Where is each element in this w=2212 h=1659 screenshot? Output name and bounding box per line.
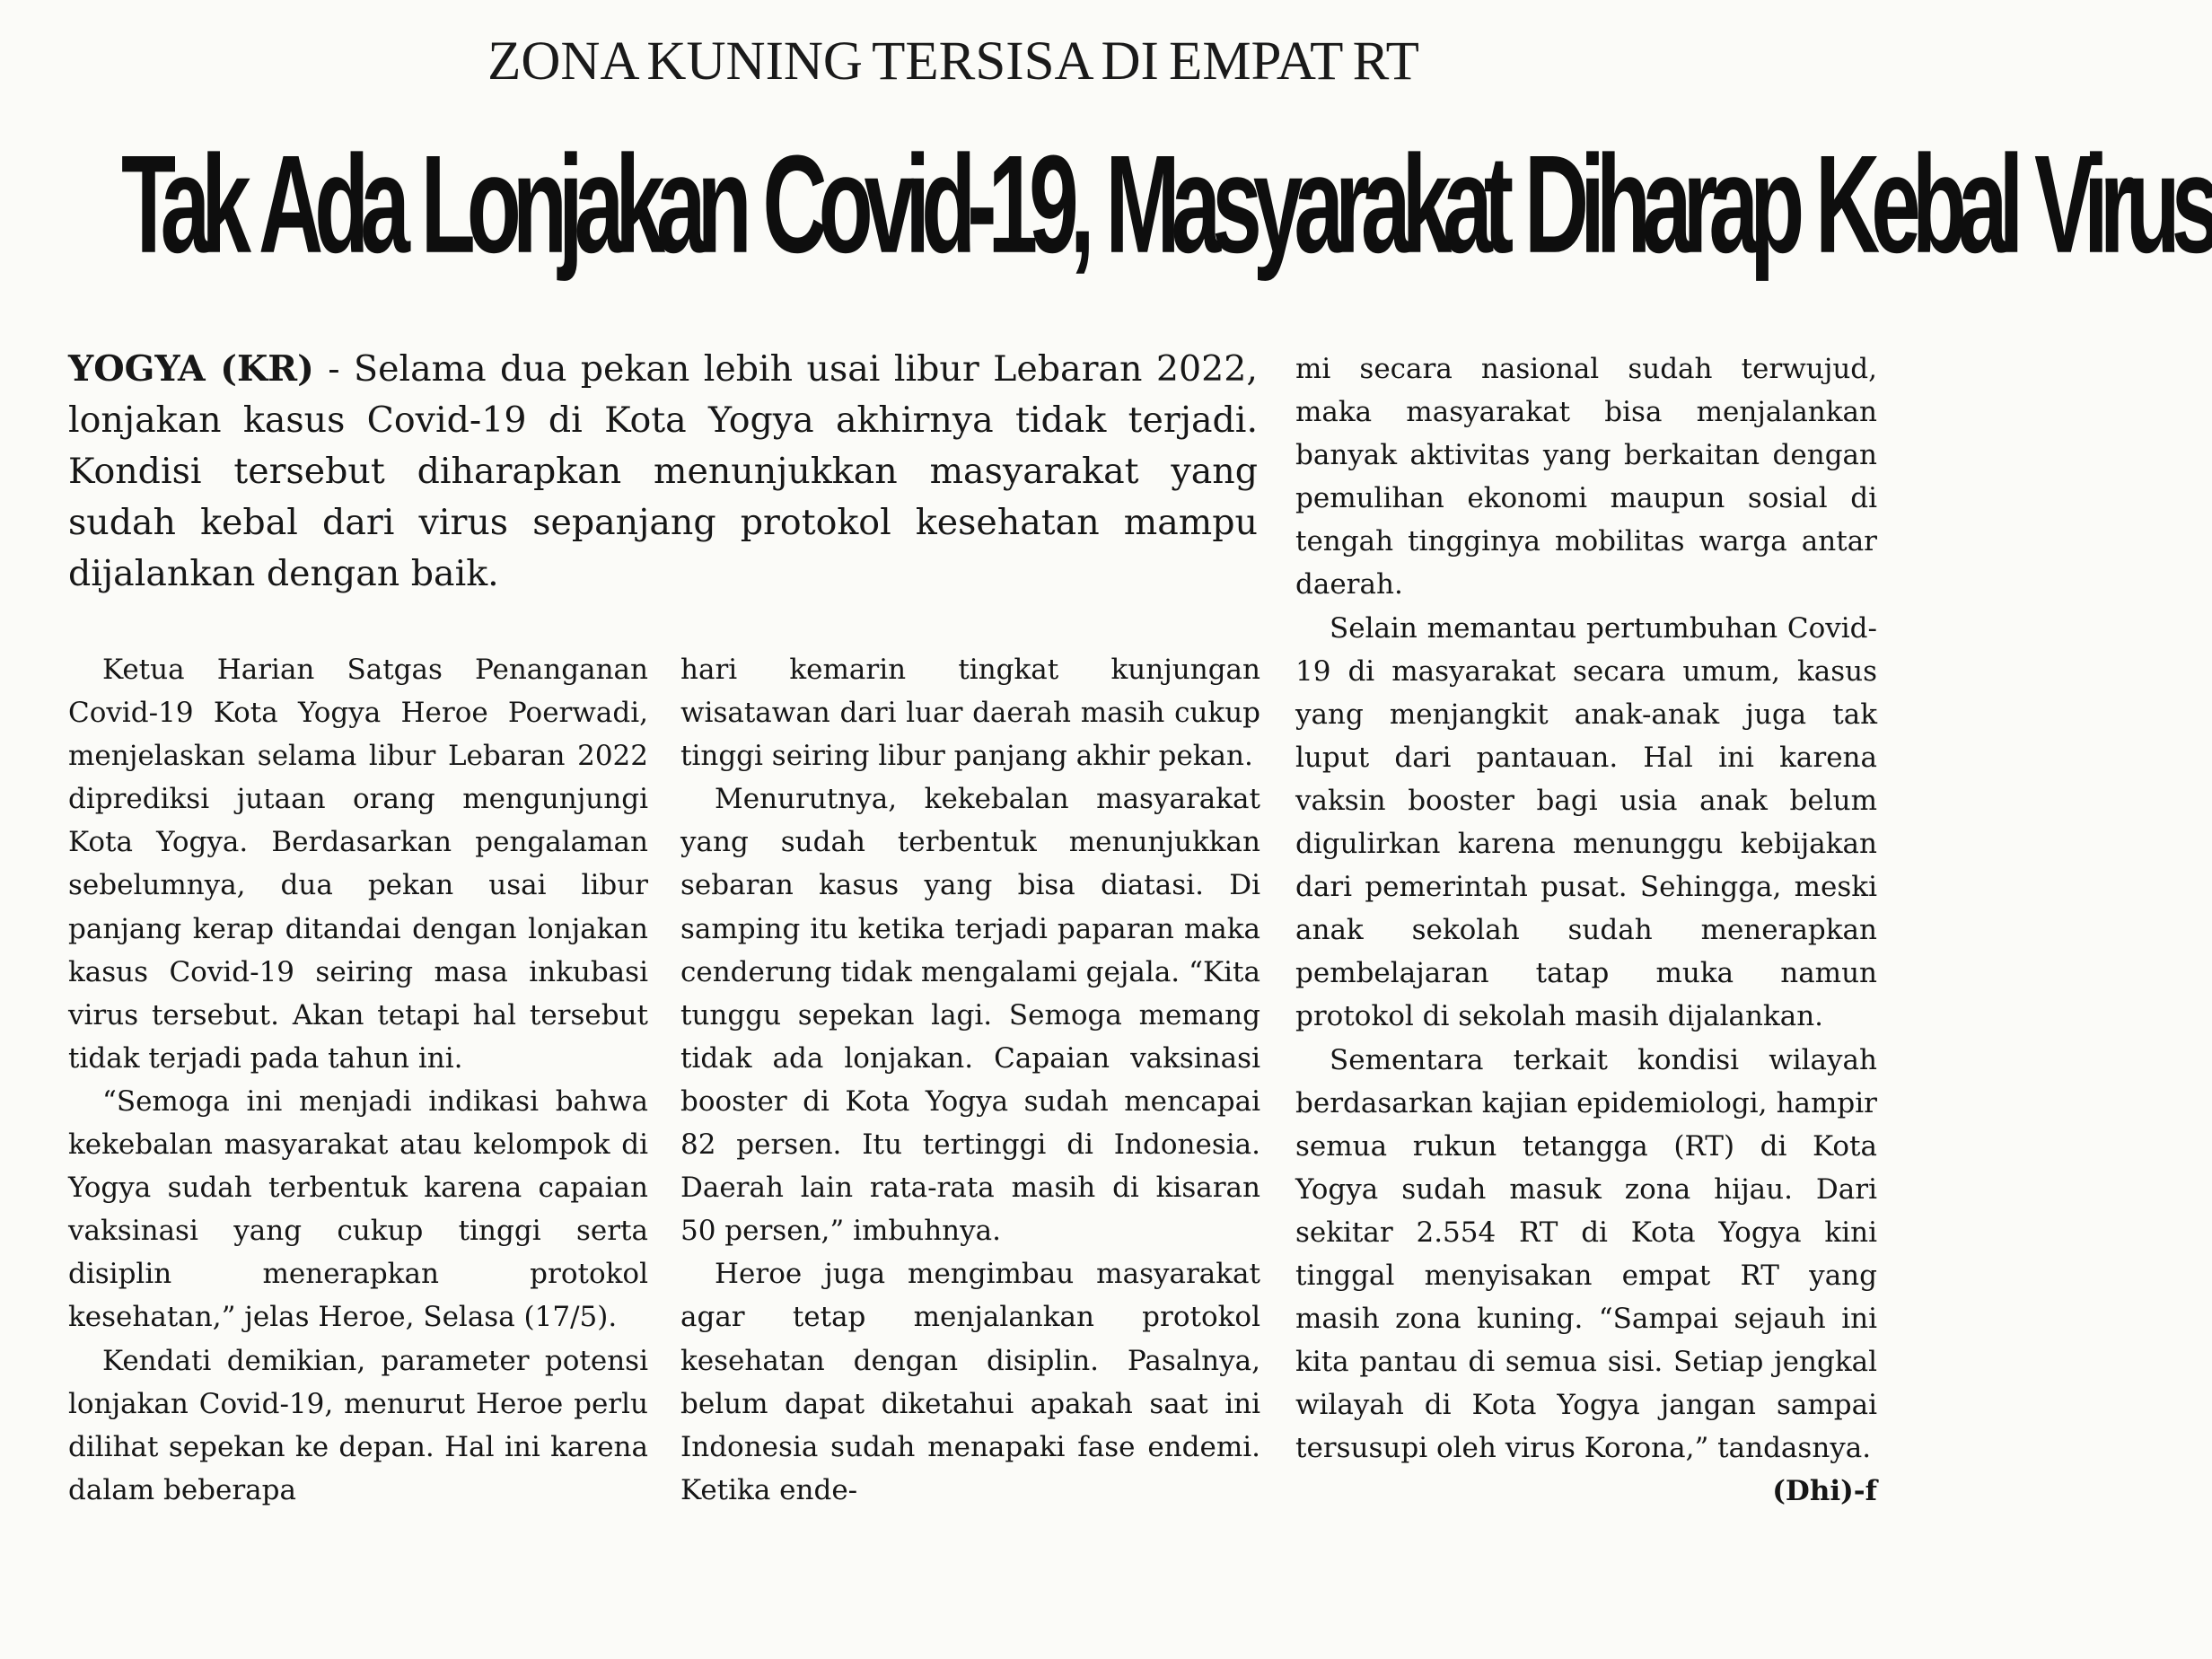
article-lead: [68, 344, 1258, 600]
paragraph: hari kemarin tingkat kunjungan wisatawan dari luar daerah masih cukup tinggi seiring libur panjang akhir pekan.: [680, 654, 1260, 773]
article-dateline: YOGYA (KR): [68, 348, 314, 390]
paragraph: Selain memantau pertumbuhan Covid-19 di masyarakat secara umum, kasus yang menjangkit anak-anak juga tak luput dari pantauan. Hal ini karena vaksin booster bagi usia anak belum digulirkan karena menunggu kebijakan dari pemerintah pusat. Sehingga, meski anak sekolah sudah menerapkan pembelajaran tatap muka namun protokol di sekolah masih dijalankan.: [1295, 611, 1877, 1033]
paragraph: “Semoga ini menjadi indikasi bahwa kekebalan masyarakat atau kelompok di Yogya sudah terbentuk karena capaian vaksinasi yang cukup tinggi serta disiplin menerapkan protokol kesehatan,” jelas Heroe, Selasa (17/5).: [68, 1084, 648, 1334]
author-signoff: (Dhi)-f: [1772, 1475, 1877, 1508]
column-1: [68, 648, 648, 1512]
article-kicker: ZONA KUNING TERSISA DI EMPAT RT: [487, 31, 1419, 92]
column-2: [680, 648, 1260, 1512]
paragraph: mi secara nasional sudah terwujud, maka masyarakat bisa menjalankan banyak aktivitas yang berkaitan dengan pemulihan ekonomi maupun sosial di tengah tingginya mobilitas warga antar daerah.: [1295, 353, 1877, 601]
paragraph-text: Sementara terkait kondisi wilayah berdasarkan kajian epidemiologi, hampir semua rukun tetangga (RT) di Kota Yogya sudah masuk zona hijau. Dari sekitar 2.554 RT di Kota Yogya kini tinggal menyisakan empat RT yang masih zona kuning. “Sampai sejauh ini kita pantau di semua sisi. Setiap jengkal wilayah di Kota Yogya jangan sampai tersusupi oleh virus Korona,” tandasnya.: [1295, 1043, 1877, 1465]
paragraph: Kendati demikian, parameter potensi lonjakan Covid-19, menurut Heroe perlu dilihat sepekan ke depan. Hal ini karena dalam beberapa: [68, 1344, 648, 1506]
paragraph: [1295, 1039, 1877, 1508]
column-3: [1295, 347, 1877, 1514]
article-lead-text: - Selama dua pekan lebih usai libur Lebaran 2022, lonjakan kasus Covid-19 di Kota Yogya akhirnya tidak terjadi. Kondisi tersebut diharapkan menunjukkan masyarakat yang sudah kebal dari virus sepanjang protokol kesehatan mampu dijalankan dengan baik.: [68, 348, 1258, 594]
paragraph: Menurutnya, kekebalan masyarakat yang sudah terbentuk menunjukkan sebaran kasus yang bisa diatasi. Di samping itu ketika terjadi paparan maka cenderung tidak mengalami gejala. “Kita tunggu sepekan lagi. Semoga memang tidak ada lonjakan. Capaian vaksinasi booster di Kota Yogya sudah mencapai 82 persen. Itu tertinggi di Indonesia. Daerah lain rata-rata masih di kisaran 50 persen,” imbuhnya.: [680, 783, 1260, 1248]
article-headline: Tak Ada Lonjakan Covid-19, Masyarakat Diharap Kebal Virus: [121, 127, 2212, 283]
paragraph: Ketua Harian Satgas Penanganan Covid-19 Kota Yogya Heroe Poerwadi, menjelaskan selama libur Lebaran 2022 diprediksi jutaan orang mengunjungi Kota Yogya. Berdasarkan pengalaman sebelumnya, dua pekan usai libur panjang kerap ditandai dengan lonjakan kasus Covid-19 seiring masa inkubasi virus tersebut. Akan tetapi hal tersebut tidak terjadi pada tahun ini.: [68, 654, 648, 1075]
paragraph: Heroe juga mengimbau masyarakat agar tetap menjalankan protokol kesehatan dengan disiplin. Pasalnya, belum dapat diketahui apakah saat ini Indonesia sudah menapaki fase endemi. Ketika ende-: [680, 1258, 1260, 1506]
